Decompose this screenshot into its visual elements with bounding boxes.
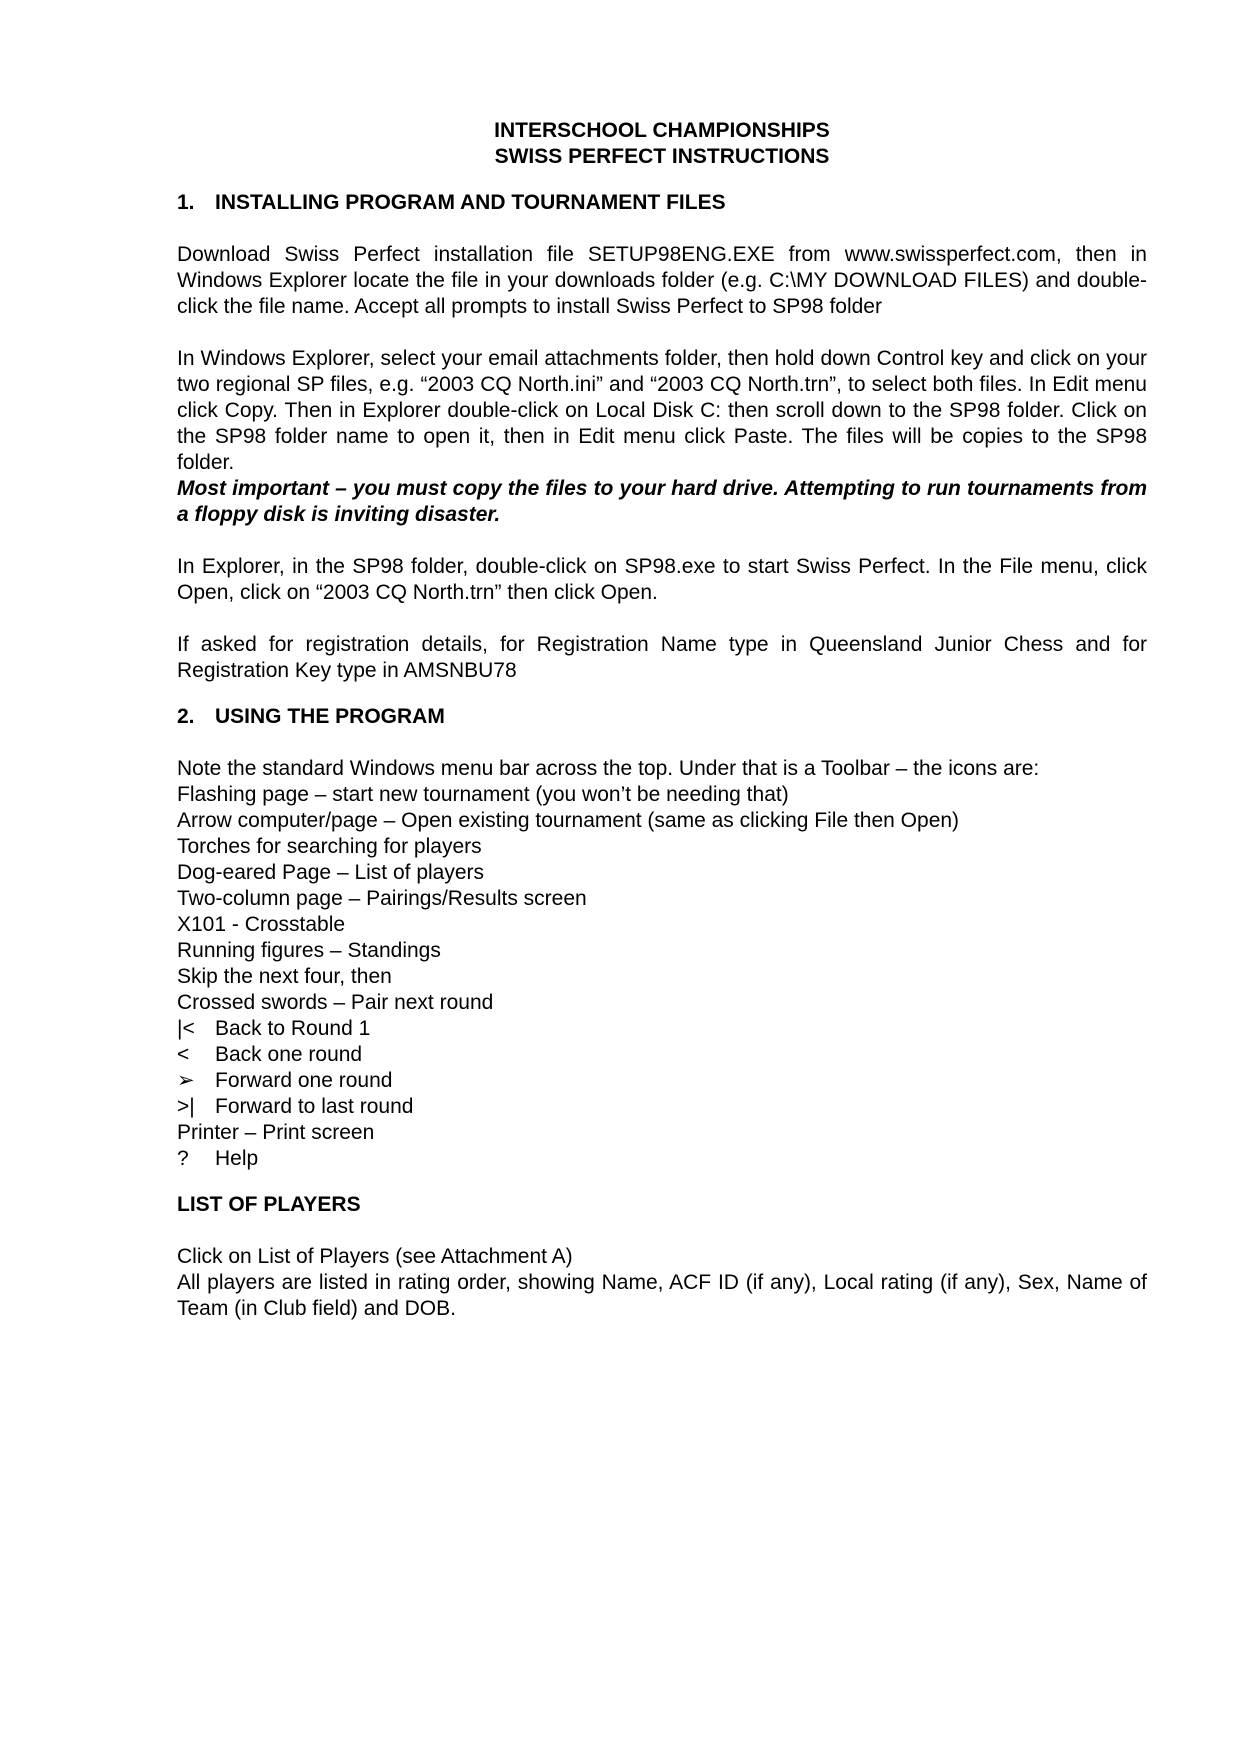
toolbar-nav-label: Forward to last round: [215, 1095, 414, 1118]
section-2-heading: [177, 704, 1147, 730]
section-1-number: 1.: [177, 191, 195, 214]
toolbar-item: Two-column page – Pairings/Results screen: [177, 887, 587, 910]
toolbar-help-item: [177, 1146, 1147, 1172]
toolbar-item: Torches for searching for players: [177, 835, 482, 858]
registration-paragraph: If asked for registration details, for Registration Name type in Queensland Junior Chess and for Registration Key type in AMSNBU78: [177, 633, 1147, 682]
list-of-players-block: [177, 1244, 1147, 1322]
toolbar-intro: Note the standard Windows menu bar across the top. Under that is a Toolbar – the icons are:: [177, 757, 1040, 780]
back-icon: <: [177, 1043, 190, 1066]
toolbar-nav-label: Forward one round: [215, 1069, 393, 1092]
section-2-title: USING THE PROGRAM: [215, 705, 445, 728]
toolbar-nav-item: [177, 1016, 1147, 1042]
important-warning: Most important – you must copy the files to your hard drive. Attempting to run tournaments from a floppy disk is inviting disaster.: [177, 477, 1147, 526]
toolbar-description: [177, 756, 1147, 1172]
toolbar-item: Arrow computer/page – Open existing tournament (same as clicking File then Open): [177, 809, 960, 832]
list-of-players-heading: [177, 1192, 1147, 1218]
document-title-line-2: SWISS PERFECT INSTRUCTIONS: [494, 145, 830, 168]
first-round-icon: |<: [177, 1017, 195, 1040]
toolbar-item: Running figures – Standings: [177, 939, 441, 962]
toolbar-nav-item: [177, 1068, 1147, 1094]
toolbar-help-label: Help: [215, 1147, 259, 1170]
section-1-heading: [177, 190, 1147, 216]
toolbar-item: Flashing page – start new tournament (you won’t be needing that): [177, 783, 789, 806]
start-program-paragraph: In Explorer, in the SP98 folder, double-click on SP98.exe to start Swiss Perfect. In the File menu, click Open, click on “2003 CQ North.trn” then click Open.: [177, 555, 1147, 604]
section-2-number: 2.: [177, 705, 195, 728]
toolbar-item: Dog-eared Page – List of players: [177, 861, 485, 884]
install-paragraph: Download Swiss Perfect installation file SETUP98ENG.EXE from www.swissperfect.com, then in Windows Explorer locate the file in your downloads folder (e.g. C:\MY DOWNLOAD FILES) and double-click the file name. Accept all prompts to install Swiss Perfect to SP98 folder: [177, 243, 1147, 318]
toolbar-nav-label: Back one round: [215, 1043, 363, 1066]
list-of-players-line-1: Click on List of Players (see Attachment A): [177, 1245, 573, 1268]
list-of-players-line-2: All players are listed in rating order, showing Name, ACF ID (if any), Local rating (if any), Sex, Name of Team (in Club field) and DOB.: [177, 1271, 1147, 1320]
toolbar-item: Printer – Print screen: [177, 1121, 375, 1144]
toolbar-item: Skip the next four, then: [177, 965, 392, 988]
toolbar-nav-item: [177, 1042, 1147, 1068]
toolbar-item: Crossed swords – Pair next round: [177, 991, 494, 1014]
document-page: [177, 118, 1147, 1322]
list-of-players-title: LIST OF PLAYERS: [177, 1193, 361, 1216]
last-round-icon: >|: [177, 1095, 195, 1118]
copy-files-block: [177, 346, 1147, 528]
forward-arrow-icon: ➢: [177, 1069, 195, 1092]
help-icon: ?: [177, 1147, 189, 1170]
toolbar-nav-item: [177, 1094, 1147, 1120]
copy-files-paragraph: In Windows Explorer, select your email attachments folder, then hold down Control key and click on your two regional SP files, e.g. “2003 CQ North.ini” and “2003 CQ North.trn”, to select both files. In Edit menu click Copy. Then in Explorer double-click on Local Disk C: then scroll down to the SP98 folder. Click on the SP98 folder name to open it, then in Edit menu click Paste. The files will be copies to the SP98 folder.: [177, 347, 1147, 474]
toolbar-nav-label: Back to Round 1: [215, 1017, 371, 1040]
document-title-line-1: INTERSCHOOL CHAMPIONSHIPS: [494, 119, 830, 142]
section-1-title: INSTALLING PROGRAM AND TOURNAMENT FILES: [215, 191, 726, 214]
toolbar-item: X101 - Crosstable: [177, 913, 346, 936]
